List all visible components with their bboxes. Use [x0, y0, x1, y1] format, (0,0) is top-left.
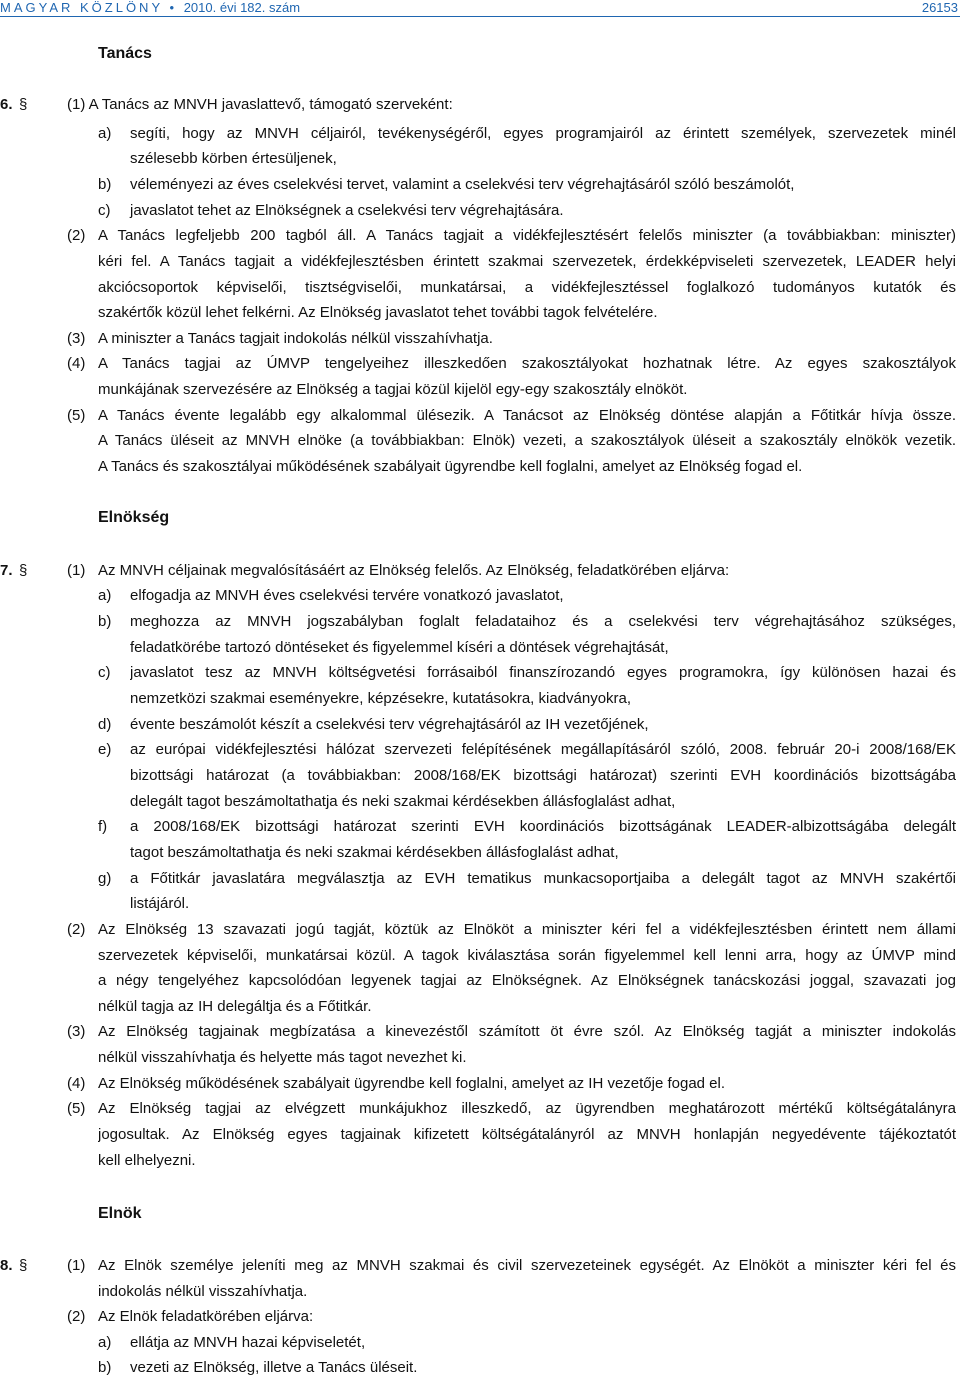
line-text: Az Elnökség tagjai az elvégzett munkájukhoz illeszkedő, az ügyrendben meghatározott mértékű költségátalányra [98, 1100, 956, 1117]
list-marker: a) [98, 125, 112, 142]
line-text: (1) A Tanács az MNVH javaslattevő, támogató szerveként: [67, 96, 453, 113]
list-marker: b) [98, 613, 112, 630]
list-marker: e) [98, 741, 112, 758]
list-item-continued [0, 637, 960, 659]
line-text: a négy tengelyéhez kapcsolódóan legyenek tagjai az Elnökségnek. Az Elnökségnek tanácskozási joggal, szavazati jog [98, 972, 956, 989]
list-item [0, 200, 960, 222]
paragraph-marker: (1) [67, 562, 86, 579]
paragraph-line [0, 94, 960, 116]
paragraph-marker: (1) [67, 1257, 86, 1274]
line-text: kéri fel. A Tanács tagjait a vidékfejlesztésben érintett szakmai szervezetek, érdekképviseleti szervezetek, LEADER helyi [98, 253, 956, 270]
line-text: jogosultak. Az Elnökség egyes tagjainak kifizetett költségátalányról az MNVH honlapján negyedévente tájékoztatót [98, 1126, 956, 1143]
list-item [0, 868, 960, 890]
line-text: javaslatot tesz az MNVH költségvetési forrásaiból finanszírozandó egyes programokra, így különösen hazai és [130, 664, 956, 681]
list-item-continued [0, 688, 960, 710]
line-text: elfogadja az MNVH éves cselekvési tervére vonatkozó javaslatot, [130, 587, 564, 604]
paragraph-line [0, 1098, 960, 1120]
line-text: szervezetek képviselői, munkatársai közül. A tagok kiválasztása során figyelemmel kell lenni arra, hogy az ÚMVP mind [98, 947, 956, 964]
line-text: A miniszter a Tanács tagjait indokolás nélkül visszahívhatja. [98, 330, 493, 347]
paragraph-line [0, 405, 960, 427]
paragraph-line [0, 560, 960, 582]
section-sign: § [19, 1257, 28, 1274]
paragraph-line [0, 996, 960, 1018]
paragraph-line [0, 353, 960, 375]
line-text: indokolás nélkül visszahívhatja. [98, 1283, 308, 1300]
line-text: feladatkörébe tartozó döntéseket és figyelemmel kíséri a döntések végrehajtását, [130, 639, 669, 656]
page-number: 26153 [921, 0, 958, 15]
line-text: a 2008/168/EK bizottsági határozat szerinti EVH koordinációs bizottságának LEADER-albizottságába delegált [130, 818, 956, 835]
paragraph-line [0, 277, 960, 299]
paragraph-line [0, 251, 960, 273]
paragraph-line [0, 328, 960, 350]
line-text: a Főtitkár javaslatára megválasztja az EVH tematikus munkacsoportjaiba a delegált tagot az MNVH szakértői [130, 870, 956, 887]
line-text: javaslatot tehet az Elnökségnek a cselekvési terv végrehajtására. [130, 202, 564, 219]
line-text: kell elhelyezni. [98, 1152, 196, 1169]
section-number: 6. [0, 96, 13, 113]
line-text: munkájának szervezésére az Elnökség a tagjai közül kijelöl egy-egy szakosztály elnököt. [98, 381, 688, 398]
paragraph-line [0, 1021, 960, 1043]
section-title-elnokseg: Elnökség [98, 509, 170, 526]
list-item-continued [0, 791, 960, 813]
paragraph-marker: (5) [67, 1100, 86, 1117]
line-text: évente beszámolót készít a cselekvési terv végrehajtásáról az IH vezetőjének, [130, 716, 649, 733]
journal-title: MAGYAR KÖZLÖNY • 2010. évi 182. szám [0, 0, 301, 15]
list-marker: b) [98, 1359, 112, 1376]
paragraph-marker: (3) [67, 330, 86, 347]
paragraph-line [0, 970, 960, 992]
paragraph-marker: (2) [67, 1308, 86, 1325]
paragraph-line [0, 225, 960, 247]
line-text: Az Elnök személye jeleníti meg az MNVH szakmai és civil szervezeteinek egységét. Az Elnököt a miniszter kéri fel és [98, 1257, 956, 1274]
line-text: akciócsoportok képviselői, tisztségviselői, munkatársai, a vidékfejlesztéssel foglalkozó tudományos kutatók és [98, 279, 956, 296]
list-item [0, 174, 960, 196]
paragraph-line [0, 1124, 960, 1146]
paragraph-line [0, 1073, 960, 1095]
paragraph-line [0, 1281, 960, 1303]
list-item [0, 123, 960, 145]
list-item [0, 611, 960, 633]
paragraph-line [0, 945, 960, 967]
line-text: Az Elnökség 13 szavazati jogú tagját, köztük az Elnököt a miniszter kéri fel a vidékfejlesztésben érintett nem állami [98, 921, 956, 938]
section-number: 8. [0, 1257, 13, 1274]
paragraph-line [0, 1306, 960, 1328]
section-sign: § [19, 96, 28, 113]
paragraph-marker: (5) [67, 407, 86, 424]
line-text: szakértők közül lehet felkérni. Az Elnökség javaslatot tehet további tagok felvételére. [98, 304, 658, 321]
line-text: A Tanács évente legalább egy alkalommal ülésezik. A Tanácsot az Elnökség döntése alapján a Főtitkár hívja össze. [98, 407, 956, 424]
list-item [0, 662, 960, 684]
line-text: Az Elnökség működésének szabályait ügyrendbe kell foglalni, amelyet az IH vezetője fogad el. [98, 1075, 726, 1092]
paragraph-marker: (3) [67, 1023, 86, 1040]
paragraph-line [0, 379, 960, 401]
line-text: nélkül tagja az IH delegáltja és a Főtitkár. [98, 998, 372, 1015]
section-sign: § [19, 562, 28, 579]
list-item [0, 1357, 960, 1379]
line-text: meghozza az MNVH jogszabályban foglalt feladataihoz és a cselekvési terv végrehajtásához szükséges, [130, 613, 956, 630]
line-text: vezeti az Elnökség, illetve a Tanács üléseit. [130, 1359, 418, 1376]
line-text: szélesebb körben értesüljenek, [130, 150, 337, 167]
list-item-continued [0, 765, 960, 787]
paragraph-line [0, 456, 960, 478]
list-marker: a) [98, 587, 112, 604]
list-item [0, 585, 960, 607]
line-text: bizottsági határozat (a továbbiakban: 2008/168/EK bizottsági határozat) szerinti EVH koordinációs bizottságába [130, 767, 956, 784]
line-text: tagot beszámoltathatja és neki szakmai kérdésekben állásfoglalást adhat, [130, 844, 619, 861]
line-text: Az MNVH céljainak megvalósításáért az Elnökség felelős. Az Elnökség, feladatkörében eljárva: [98, 562, 730, 579]
journal-header [0, 0, 960, 16]
paragraph-marker: (2) [67, 227, 86, 244]
list-item-continued [0, 893, 960, 915]
line-text: listájáról. [130, 895, 190, 912]
list-item-continued [0, 842, 960, 864]
paragraph-line [0, 1255, 960, 1277]
paragraph-marker: (2) [67, 921, 86, 938]
list-marker: a) [98, 1334, 112, 1351]
line-text: az európai vidékfejlesztési hálózat szervezeti felépítésének megállapításáról szóló, 2008. február 20-i 2008/168/EK [130, 741, 956, 758]
section-title-tanacs: Tanács [98, 45, 152, 62]
line-text: segíti, hogy az MNVH céljairól, tevékenységéről, egyes programjairól az érintett személyek, szervezetek minél [130, 125, 956, 142]
list-marker: g) [98, 870, 112, 887]
line-text: Az Elnökség tagjainak megbízatása a kinevezéstől számított öt évre szól. Az Elnökség tagját a miniszter indokolás [98, 1023, 956, 1040]
paragraph-marker: (4) [67, 1075, 86, 1092]
section-title-elnok: Elnök [98, 1205, 142, 1222]
paragraph-line [0, 1150, 960, 1172]
paragraph-marker: (4) [67, 355, 86, 372]
line-text: nélkül visszahívhatja és helyette más tagot nevezhet ki. [98, 1049, 467, 1066]
line-text: A Tanács legfeljebb 200 tagból áll. A Tanács tagjait a vidékfejlesztésért felelős miniszter (a továbbiakban: miniszter) [98, 227, 956, 244]
list-marker: b) [98, 176, 112, 193]
line-text: A Tanács tagjai az ÚMVP tengelyeihez illeszkedően szakosztályokat hozhatnak létre. Az egyes szakosztályok [98, 355, 956, 372]
paragraph-line [0, 1047, 960, 1069]
section-number: 7. [0, 562, 13, 579]
list-item [0, 1332, 960, 1354]
paragraph-line [0, 430, 960, 452]
list-item [0, 739, 960, 761]
line-text: delegált tagot beszámoltathatja és neki szakmai kérdésekben állásfoglalást adhat, [130, 793, 676, 810]
line-text: A Tanács és szakosztályai működésének szabályait ügyrendbe kell foglalni, amelyet az Elnökség fogad el. [98, 458, 803, 475]
list-marker: f) [98, 818, 108, 835]
paragraph-line [0, 919, 960, 941]
line-text: A Tanács üléseit az MNVH elnöke (a továbbiakban: Elnök) vezeti, a szakosztályok üléseit a szakosztály elnökök vezetik. [98, 432, 956, 449]
line-text: ellátja az MNVH hazai képviseletét, [130, 1334, 366, 1351]
header-rule [0, 16, 960, 17]
line-text: Az Elnök feladatkörében eljárva: [98, 1308, 314, 1325]
list-item [0, 714, 960, 736]
paragraph-line [0, 302, 960, 324]
list-marker: c) [98, 664, 111, 681]
list-item [0, 816, 960, 838]
line-text: nemzetközi szakmai eseményekre, képzésekre, kutatásokra, kiadványokra, [130, 690, 632, 707]
list-item-continued [0, 148, 960, 170]
list-marker: d) [98, 716, 112, 733]
line-text: véleményezi az éves cselekvési tervet, valamint a cselekvési terv végrehajtásáról szóló beszámolót, [130, 176, 795, 193]
list-marker: c) [98, 202, 111, 219]
